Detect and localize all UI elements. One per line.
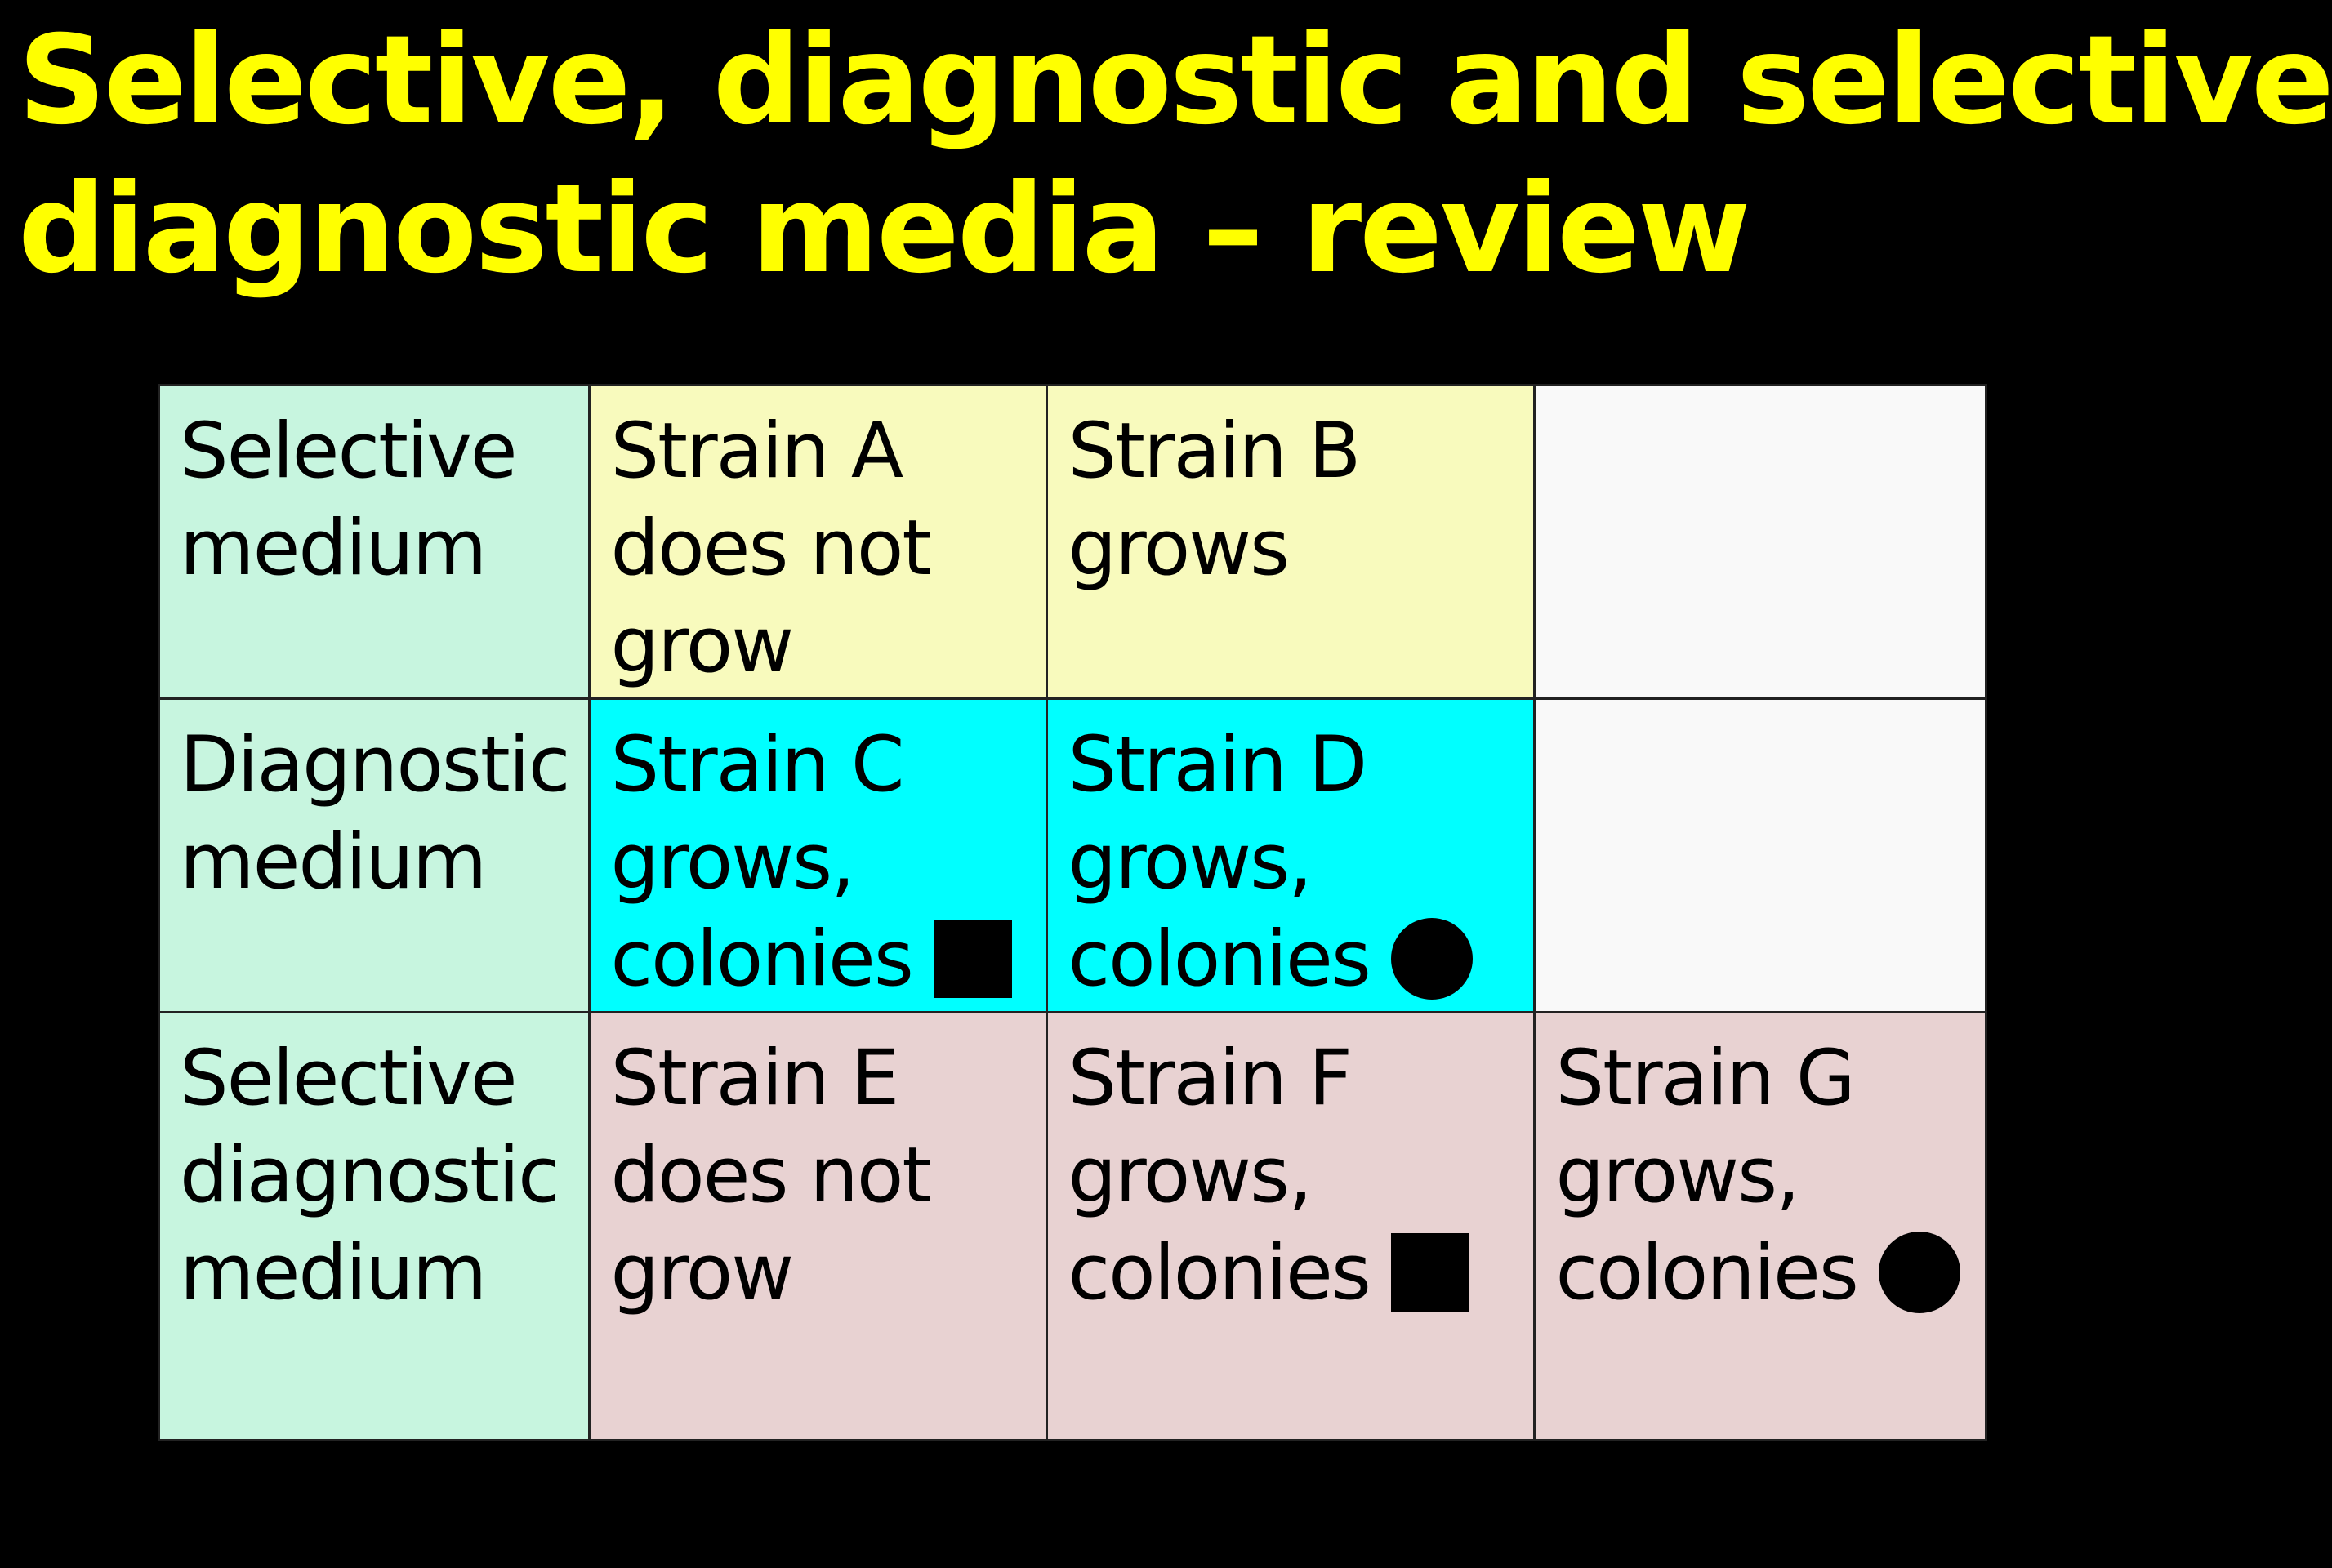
- square-icon: [1391, 1233, 1469, 1312]
- strain-line: Strain E: [610, 1034, 898, 1123]
- medium-label-line: Diagnostic: [180, 720, 569, 809]
- strain-line-with-icon: [1068, 1224, 1514, 1321]
- strain-line: grow: [610, 601, 793, 690]
- strain-line: colonies: [1068, 1228, 1370, 1317]
- strain-line: colonies: [1555, 1228, 1857, 1317]
- medium-label-selective: [159, 385, 590, 699]
- title-line-1: Selective, diagnostic and selective: [18, 10, 2332, 152]
- strain-line-with-icon: [1068, 911, 1514, 1008]
- medium-label-line: diagnostic: [180, 1131, 559, 1220]
- strain-c-cell: [590, 699, 1047, 1013]
- title-line-2: diagnostic media – review: [18, 158, 1749, 301]
- strain-a-cell: [590, 385, 1047, 699]
- strain-line: grows: [1068, 504, 1289, 593]
- strain-b-cell: [1047, 385, 1535, 699]
- strain-line: grows,: [1555, 1131, 1799, 1220]
- table-row-diagnostic: [159, 699, 1986, 1013]
- empty-cell: [1535, 699, 1986, 1013]
- table-row-selective: [159, 385, 1986, 699]
- strain-line: Strain A: [610, 407, 903, 496]
- strain-d-cell: [1047, 699, 1535, 1013]
- strain-line: grows,: [1068, 1131, 1311, 1220]
- strain-line: colonies: [1068, 915, 1370, 1004]
- medium-label-line: Selective: [180, 407, 516, 496]
- strain-line: Strain C: [610, 720, 903, 809]
- square-icon: [934, 920, 1012, 998]
- table-row-selective-diagnostic: [159, 1013, 1986, 1441]
- strain-g-cell: [1535, 1013, 1986, 1441]
- strain-line: does not: [610, 504, 931, 593]
- strain-f-cell: [1047, 1013, 1535, 1441]
- circle-icon: [1391, 918, 1473, 1000]
- circle-icon: [1879, 1232, 1960, 1313]
- strain-line: Strain D: [1068, 720, 1367, 809]
- strain-line-with-icon: [1555, 1224, 1965, 1321]
- strain-line: colonies: [610, 915, 912, 1004]
- strain-line: Strain B: [1068, 407, 1360, 496]
- medium-label-line: medium: [180, 504, 486, 593]
- strain-line-with-icon: [610, 911, 1026, 1008]
- strain-line: grow: [610, 1228, 793, 1317]
- strain-line: does not: [610, 1131, 931, 1220]
- media-review-table: [158, 384, 1987, 1441]
- medium-label-line: Selective: [180, 1034, 516, 1123]
- strain-e-cell: [590, 1013, 1047, 1441]
- empty-cell: [1535, 385, 1986, 699]
- medium-label-diagnostic: [159, 699, 590, 1013]
- medium-label-line: medium: [180, 1228, 486, 1317]
- medium-label-line: medium: [180, 817, 486, 906]
- slide-title: [18, 7, 2332, 304]
- strain-line: grows,: [1068, 817, 1311, 906]
- strain-line: grows,: [610, 817, 854, 906]
- strain-line: Strain G: [1555, 1034, 1854, 1123]
- strain-line: Strain F: [1068, 1034, 1351, 1123]
- medium-label-selective-diagnostic: [159, 1013, 590, 1441]
